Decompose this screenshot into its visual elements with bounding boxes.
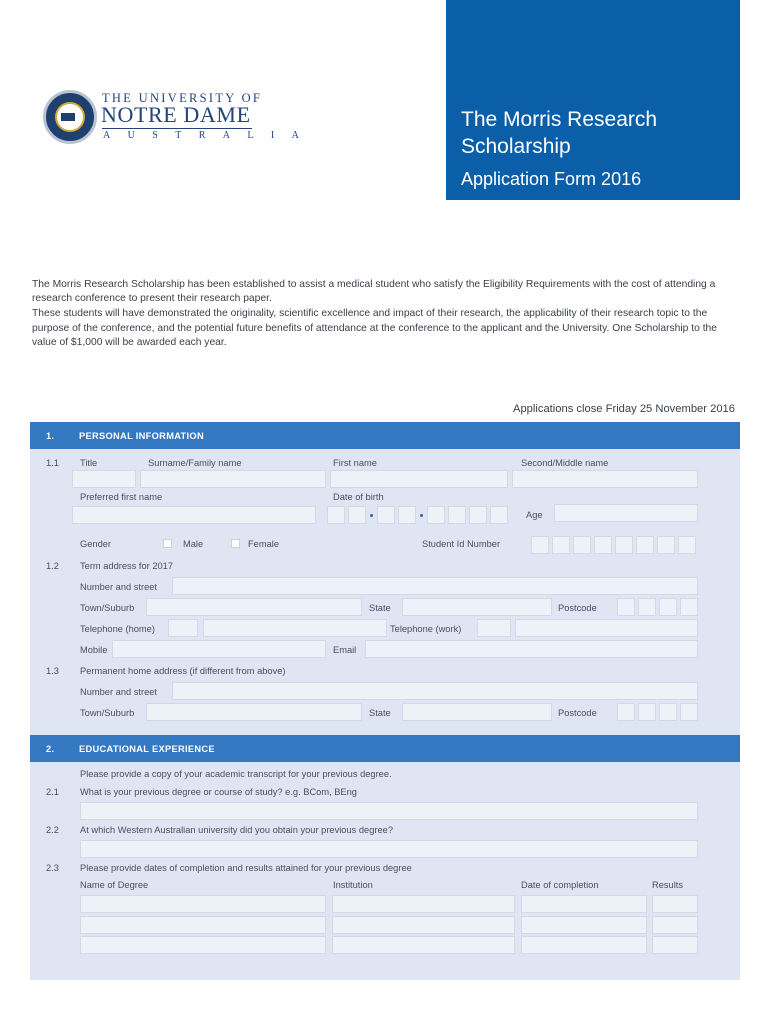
permanent-postcode-digit-2[interactable] bbox=[638, 703, 656, 721]
subsection-number: 1.2 bbox=[46, 561, 59, 571]
subsection-number: 2.1 bbox=[46, 787, 59, 797]
form-panel bbox=[30, 422, 740, 980]
section-number: 1. bbox=[46, 431, 55, 441]
subsection-number: 1.1 bbox=[46, 458, 59, 468]
section-header-education bbox=[30, 735, 740, 762]
surname-label: Surname/Family name bbox=[148, 458, 242, 468]
section-title: EDUCATIONAL EXPERIENCE bbox=[79, 744, 215, 754]
permanent-postcode-digit-1[interactable] bbox=[617, 703, 635, 721]
dob-day-digit-2[interactable] bbox=[348, 506, 366, 524]
section-header-personal bbox=[30, 422, 740, 449]
mobile-field[interactable] bbox=[112, 640, 326, 658]
university-logo bbox=[43, 90, 317, 146]
term-suburb-field[interactable] bbox=[146, 598, 362, 616]
student-id-digit-3[interactable] bbox=[573, 536, 591, 554]
term-street-field[interactable] bbox=[172, 577, 698, 595]
state-label: State bbox=[369, 708, 391, 718]
dob-day-digit-1[interactable] bbox=[327, 506, 345, 524]
degree-row1-date[interactable] bbox=[521, 895, 647, 913]
subsection-number: 2.2 bbox=[46, 825, 59, 835]
student-id-digit-1[interactable] bbox=[531, 536, 549, 554]
permanent-postcode-digit-3[interactable] bbox=[659, 703, 677, 721]
permanent-address-heading: Permanent home address (if different from above) bbox=[80, 666, 286, 676]
age-label: Age bbox=[526, 510, 543, 520]
student-id-digit-7[interactable] bbox=[657, 536, 675, 554]
term-postcode-digit-1[interactable] bbox=[617, 598, 635, 616]
previous-degree-field[interactable] bbox=[80, 802, 698, 820]
middle-name-field[interactable] bbox=[512, 470, 698, 488]
degree-row1-results[interactable] bbox=[652, 895, 698, 913]
degree-row3-institution[interactable] bbox=[332, 936, 515, 954]
permanent-street-field[interactable] bbox=[172, 682, 698, 700]
university-question: At which Western Australian university did you obtain your previous degree? bbox=[80, 825, 393, 835]
previous-degree-question: What is your previous degree or course of study? e.g. BCom, BEng bbox=[80, 787, 357, 797]
student-id-digit-4[interactable] bbox=[594, 536, 612, 554]
dob-label: Date of birth bbox=[333, 492, 384, 502]
suburb-label: Town/Suburb bbox=[80, 708, 135, 718]
student-id-digit-6[interactable] bbox=[636, 536, 654, 554]
degree-row1-institution[interactable] bbox=[332, 895, 515, 913]
dob-year-digit-3[interactable] bbox=[469, 506, 487, 524]
intro-paragraph-2: These students will have demonstrated the originality, scientific excellence and impact of their research, the applicability of their research topic to the purpose of the conference, and the potential future benefits of attendance at the conference to the applicant and the University. One Scholarship to the value of $1,000 will be awarded each year. bbox=[32, 308, 718, 348]
title-field[interactable] bbox=[72, 470, 136, 488]
middle-name-label: Second/Middle name bbox=[521, 458, 609, 468]
degree-row1-name[interactable] bbox=[80, 895, 326, 913]
student-id-digit-5[interactable] bbox=[615, 536, 633, 554]
dob-month-digit-1[interactable] bbox=[377, 506, 395, 524]
gender-label: Gender bbox=[80, 539, 112, 549]
section-number: 2. bbox=[46, 744, 55, 754]
column-header-date: Date of completion bbox=[521, 880, 599, 890]
dob-year-digit-2[interactable] bbox=[448, 506, 466, 524]
degree-row3-name[interactable] bbox=[80, 936, 326, 954]
dob-year-digit-4[interactable] bbox=[490, 506, 508, 524]
permanent-suburb-field[interactable] bbox=[146, 703, 362, 721]
surname-field[interactable] bbox=[140, 470, 326, 488]
postcode-label: Postcode bbox=[558, 603, 597, 613]
student-id-digit-2[interactable] bbox=[552, 536, 570, 554]
permanent-state-field[interactable] bbox=[402, 703, 552, 721]
dob-month-digit-2[interactable] bbox=[398, 506, 416, 524]
degree-row2-date[interactable] bbox=[521, 916, 647, 934]
transcript-note: Please provide a copy of your academic transcript for your previous degree. bbox=[80, 769, 392, 779]
university-field[interactable] bbox=[80, 840, 698, 858]
permanent-postcode-digit-4[interactable] bbox=[680, 703, 698, 721]
first-name-label: First name bbox=[333, 458, 377, 468]
completion-question: Please provide dates of completion and results attained for your previous degree bbox=[80, 863, 412, 873]
suburb-label: Town/Suburb bbox=[80, 603, 135, 613]
degree-row3-date[interactable] bbox=[521, 936, 647, 954]
male-checkbox[interactable] bbox=[163, 539, 172, 548]
email-field[interactable] bbox=[365, 640, 698, 658]
section-title: PERSONAL INFORMATION bbox=[79, 431, 204, 441]
student-id-label: Student Id Number bbox=[422, 539, 501, 549]
form-title: The Morris Research Scholarship bbox=[461, 108, 658, 158]
university-name-line2: NOTRE DAME bbox=[101, 102, 251, 127]
title-label: Title bbox=[80, 458, 98, 468]
first-name-field[interactable] bbox=[330, 470, 508, 488]
tel-home-area-field[interactable] bbox=[168, 619, 198, 637]
logo-divider bbox=[102, 128, 252, 129]
tel-work-number-field[interactable] bbox=[515, 619, 698, 637]
term-postcode-digit-2[interactable] bbox=[638, 598, 656, 616]
mobile-label: Mobile bbox=[80, 645, 108, 655]
term-address-heading: Term address for 2017 bbox=[80, 561, 174, 571]
degree-row2-name[interactable] bbox=[80, 916, 326, 934]
street-label: Number and street bbox=[80, 582, 157, 592]
university-name-line3: AUSTRALIA bbox=[103, 130, 317, 141]
column-header-results: Results bbox=[652, 880, 684, 890]
closing-date: Applications close Friday 25 November 2016 bbox=[512, 403, 735, 415]
title-box bbox=[446, 0, 740, 200]
degree-row3-results[interactable] bbox=[652, 936, 698, 954]
tel-work-label: Telephone (work) bbox=[390, 624, 462, 634]
subsection-number: 1.3 bbox=[46, 666, 59, 676]
tel-home-number-field[interactable] bbox=[203, 619, 387, 637]
intro-paragraph-1: The Morris Research Scholarship has been established to assist a medical student who satisfy the Eligibility Requirements with the cost of attending a research conference to present their research paper. bbox=[32, 279, 716, 305]
student-id-digit-8[interactable] bbox=[678, 536, 696, 554]
dob-separator-icon bbox=[370, 514, 373, 517]
term-postcode-digit-3[interactable] bbox=[659, 598, 677, 616]
subsection-number: 2.3 bbox=[46, 863, 59, 873]
tel-home-label: Telephone (home) bbox=[80, 624, 155, 634]
intro-text bbox=[32, 278, 737, 351]
term-postcode-digit-4[interactable] bbox=[680, 598, 698, 616]
tel-work-area-field[interactable] bbox=[477, 619, 511, 637]
postcode-label: Postcode bbox=[558, 708, 597, 718]
column-header-institution: Institution bbox=[333, 880, 373, 890]
term-state-field[interactable] bbox=[402, 598, 552, 616]
university-name-line1: THE UNIVERSITY OF bbox=[102, 91, 263, 105]
male-label: Male bbox=[183, 539, 204, 549]
female-label: Female bbox=[248, 539, 280, 549]
preferred-name-label: Preferred first name bbox=[80, 492, 163, 502]
dob-year-digit-1[interactable] bbox=[427, 506, 445, 524]
degree-row2-institution[interactable] bbox=[332, 916, 515, 934]
column-header-degree: Name of Degree bbox=[80, 880, 149, 890]
preferred-name-field[interactable] bbox=[72, 506, 316, 524]
email-label: Email bbox=[333, 645, 357, 655]
age-field[interactable] bbox=[554, 504, 698, 522]
female-checkbox[interactable] bbox=[231, 539, 240, 548]
dob-separator-icon bbox=[420, 514, 423, 517]
degree-row2-results[interactable] bbox=[652, 916, 698, 934]
street-label: Number and street bbox=[80, 687, 157, 697]
form-subtitle: Application Form 2016 bbox=[461, 169, 642, 189]
crest-icon bbox=[43, 90, 97, 144]
state-label: State bbox=[369, 603, 391, 613]
